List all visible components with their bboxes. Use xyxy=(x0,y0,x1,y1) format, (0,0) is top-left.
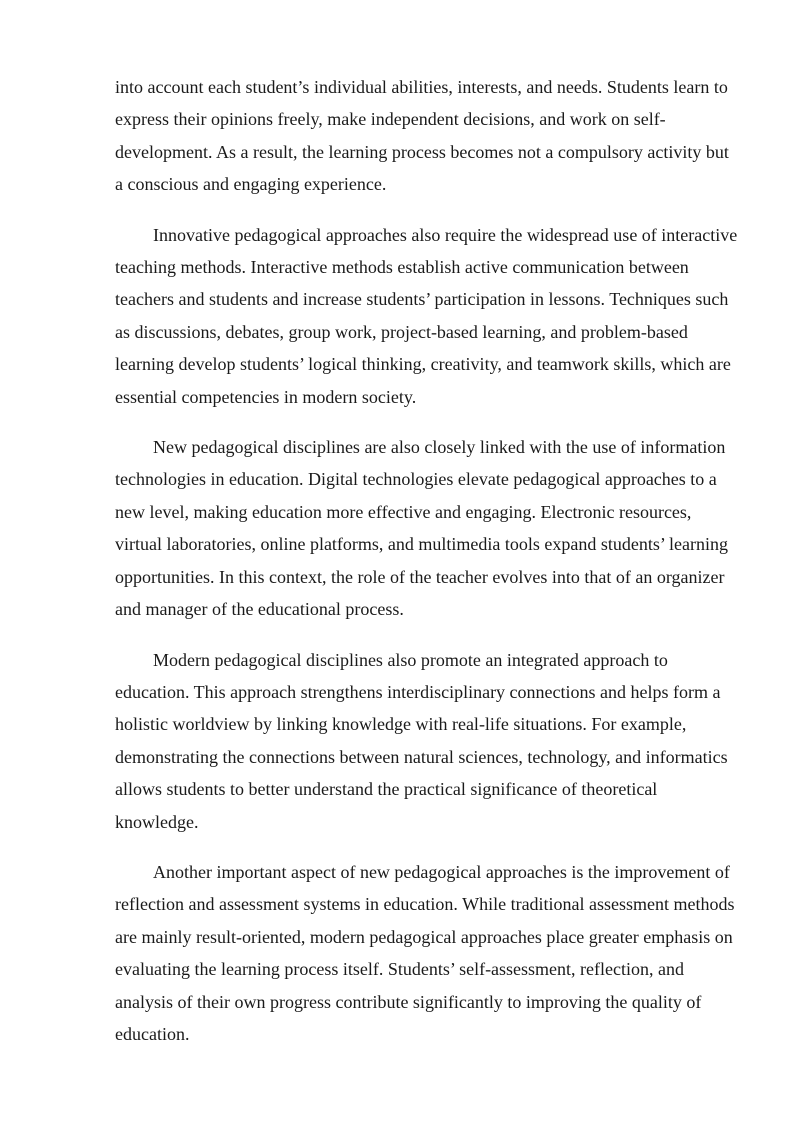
document-body xyxy=(115,71,740,1050)
paragraph-integrated-approach: Modern pedagogical disciplines also promote an integrated approach to education. This approach strengthens interdisciplinary connections and helps form a holistic worldview by linking knowledge with real-life situations. For example, demonstrating the connections between natural sciences, technology, and informatics allows students to better understand the practical significance of theoretical knowledge. xyxy=(115,649,728,832)
paragraph-information-technologies: New pedagogical disciplines are also closely linked with the use of information technologies in education. Digital technologies elevate pedagogical approaches to a new level, making education more effective and engaging. Electronic resources, virtual laboratories, online platforms, and multimedia tools expand students’ learning opportunities. In this context, the role of the teacher evolves into that of an organizer and manager of the educational process. xyxy=(115,437,729,620)
paragraph-continuation: into account each student’s individual abilities, interests, and needs. Students learn to express their opinions freely, make independent decisions, and work on self-development. As a result, the learning process becomes not a compulsory activity but a conscious and engaging experience. xyxy=(115,77,729,195)
paragraph-reflection-assessment: Another important aspect of new pedagogical approaches is the improvement of reflection and assessment systems in education. While traditional assessment methods are mainly result-oriented, modern pedagogical approaches place greater emphasis on evaluating the learning process itself. Students’ self-assessment, reflection, and analysis of their own progress contribute significantly to improving the quality of education. xyxy=(115,861,735,1044)
paragraph-interactive-methods: Innovative pedagogical approaches also require the widespread use of interactive teaching methods. Interactive methods establish active communication between teachers and students and increase students’ participation in lessons. Techniques such as discussions, debates, group work, project-based learning, and problem-based learning develop students’ logical thinking, creativity, and teamwork skills, which are essential competencies in modern society. xyxy=(115,224,738,407)
